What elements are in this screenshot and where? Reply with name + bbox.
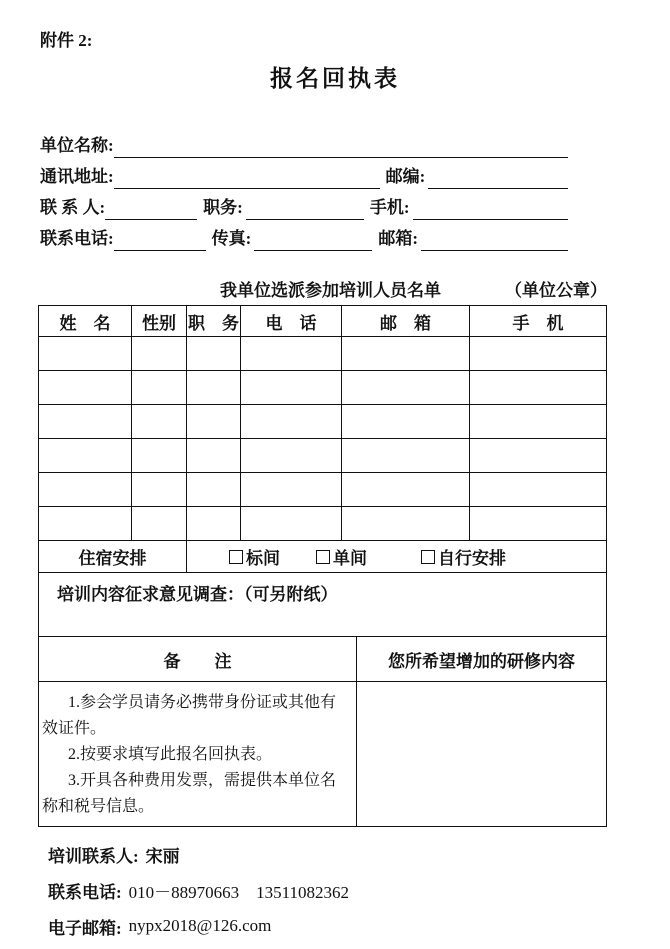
- header-mobile: 手 机: [469, 306, 606, 336]
- roster-empty-cell: [131, 337, 186, 370]
- roster-empty-cell: [341, 439, 469, 472]
- accommodation-row: [39, 540, 606, 572]
- roster-empty-cell: [39, 337, 131, 370]
- note-3: 3.开具各种费用发票，需提供本单位名称和税号信息。: [42, 772, 337, 815]
- option-single-room-label: 单间: [333, 549, 367, 568]
- roster-empty-cell: [469, 371, 606, 404]
- roster-empty-cell: [131, 473, 186, 506]
- option-standard-room: [229, 544, 280, 569]
- address-blank: [114, 164, 380, 189]
- attachment-label: 附件 2:: [40, 31, 93, 50]
- fax-label: 传真:: [211, 229, 252, 248]
- roster-empty-row: [39, 404, 606, 438]
- footer-contact-info: [48, 836, 349, 944]
- footer-contact-value: 宋丽: [145, 846, 180, 866]
- roster-empty-cell: [186, 337, 240, 370]
- phone-blank: [114, 226, 206, 251]
- note-2: 2.按要求填写此报名回执表。: [68, 746, 273, 763]
- roster-empty-cell: [240, 439, 341, 472]
- roster-empty-cell: [240, 473, 341, 506]
- roster-empty-cell: [469, 473, 606, 506]
- remarks-body-row: [39, 681, 606, 826]
- header-position: 职 务: [186, 306, 240, 336]
- roster-empty-cell: [240, 337, 341, 370]
- roster-empty-cell: [39, 507, 131, 540]
- roster-empty-cell: [131, 405, 186, 438]
- roster-empty-cell: [131, 507, 186, 540]
- phone-label: 联系电话:: [40, 229, 114, 248]
- wish-content-cell: [356, 682, 606, 826]
- postcode-label: 邮编:: [385, 167, 426, 186]
- roster-empty-cell: [240, 405, 341, 438]
- unit-name-label: 单位名称:: [40, 136, 114, 155]
- address-line: [40, 158, 568, 189]
- roster-empty-cell: [186, 371, 240, 404]
- roster-empty-cell: [39, 473, 131, 506]
- roster-empty-cell: [186, 473, 240, 506]
- roster-header-row: [39, 306, 606, 336]
- roster-empty-cell: [341, 405, 469, 438]
- footer-contact-label: 培训联系人:: [48, 846, 139, 866]
- roster-empty-cell: [39, 405, 131, 438]
- mobile-blank: [413, 195, 568, 220]
- roster-empty-row: [39, 472, 606, 506]
- roster-empty-cell: [186, 405, 240, 438]
- roster-empty-row: [39, 336, 606, 370]
- wish-header: 您所希望增加的研修内容: [356, 637, 606, 681]
- roster-caption-row: [38, 276, 607, 301]
- contact-person-label: 联 系 人:: [40, 198, 106, 217]
- roster-empty-rows: [39, 336, 606, 540]
- roster-empty-row: [39, 370, 606, 404]
- contact-person-line: [40, 189, 568, 220]
- roster-empty-cell: [186, 507, 240, 540]
- email-blank: [421, 226, 568, 251]
- header-email: 邮 箱: [341, 306, 469, 336]
- remarks-header: 备 注: [163, 651, 232, 671]
- address-label: 通讯地址:: [40, 167, 114, 186]
- footer-email-line: [48, 908, 349, 944]
- checkbox-icon: [229, 550, 243, 564]
- roster-section: [38, 276, 607, 827]
- roster-empty-row: [39, 506, 606, 540]
- roster-empty-cell: [186, 439, 240, 472]
- unit-name-blank: [114, 133, 568, 158]
- footer-phone-label: 联系电话:: [48, 882, 122, 902]
- roster-empty-cell: [469, 507, 606, 540]
- survey-row: [39, 572, 606, 636]
- option-self-arrange: [421, 544, 506, 569]
- remarks-header-row: [39, 636, 606, 681]
- page-title: 报名回执表: [270, 66, 400, 91]
- roster-empty-cell: [240, 371, 341, 404]
- checkbox-icon: [316, 550, 330, 564]
- fax-blank: [254, 226, 372, 251]
- accommodation-label: 住宿安排: [78, 549, 147, 568]
- contact-person-blank: [105, 195, 197, 220]
- roster-empty-cell: [341, 371, 469, 404]
- roster-empty-row: [39, 438, 606, 472]
- note-1: 1.参会学员请务必携带身份证或其他有效证件。: [42, 694, 337, 737]
- checkbox-icon: [421, 550, 435, 564]
- position-label: 职务:: [203, 198, 243, 217]
- roster-empty-cell: [469, 439, 606, 472]
- seal-note: （单位公章）: [505, 281, 607, 300]
- roster-empty-cell: [341, 337, 469, 370]
- roster-empty-cell: [131, 371, 186, 404]
- header-gender: 性别: [131, 306, 186, 336]
- contact-fields: [40, 127, 568, 251]
- position-blank: [246, 195, 364, 220]
- unit-name-line: [40, 127, 568, 158]
- footer-contact-line: [48, 836, 349, 872]
- roster-empty-cell: [39, 439, 131, 472]
- roster-empty-cell: [341, 473, 469, 506]
- roster-empty-cell: [131, 439, 186, 472]
- remarks-notes: [39, 682, 356, 826]
- mobile-label: 手机:: [369, 198, 410, 217]
- header-name: 姓 名: [59, 313, 111, 333]
- postcode-blank: [428, 164, 568, 189]
- roster-table: [38, 305, 607, 827]
- roster-empty-cell: [341, 507, 469, 540]
- footer-email-label: 电子邮箱:: [48, 918, 122, 938]
- roster-empty-cell: [240, 507, 341, 540]
- option-single-room: [316, 544, 367, 569]
- option-standard-room-label: 标间: [246, 549, 280, 568]
- footer-phone-line: [48, 872, 349, 908]
- option-self-arrange-label: 自行安排: [438, 549, 506, 568]
- footer-email-value: nypx2018@126.com: [128, 916, 272, 935]
- survey-label: 培训内容征求意见调查：（可另附纸）: [57, 585, 338, 604]
- roster-empty-cell: [469, 405, 606, 438]
- email-label: 邮箱:: [378, 229, 419, 248]
- accommodation-options: [186, 541, 606, 572]
- footer-phone-value: 010－88970663 13511082362: [128, 882, 350, 902]
- roster-empty-cell: [469, 337, 606, 370]
- header-phone: 电 话: [240, 306, 341, 336]
- roster-empty-cell: [39, 371, 131, 404]
- roster-caption: 我单位选派参加培训人员名单: [220, 281, 441, 300]
- phone-line: [40, 220, 568, 251]
